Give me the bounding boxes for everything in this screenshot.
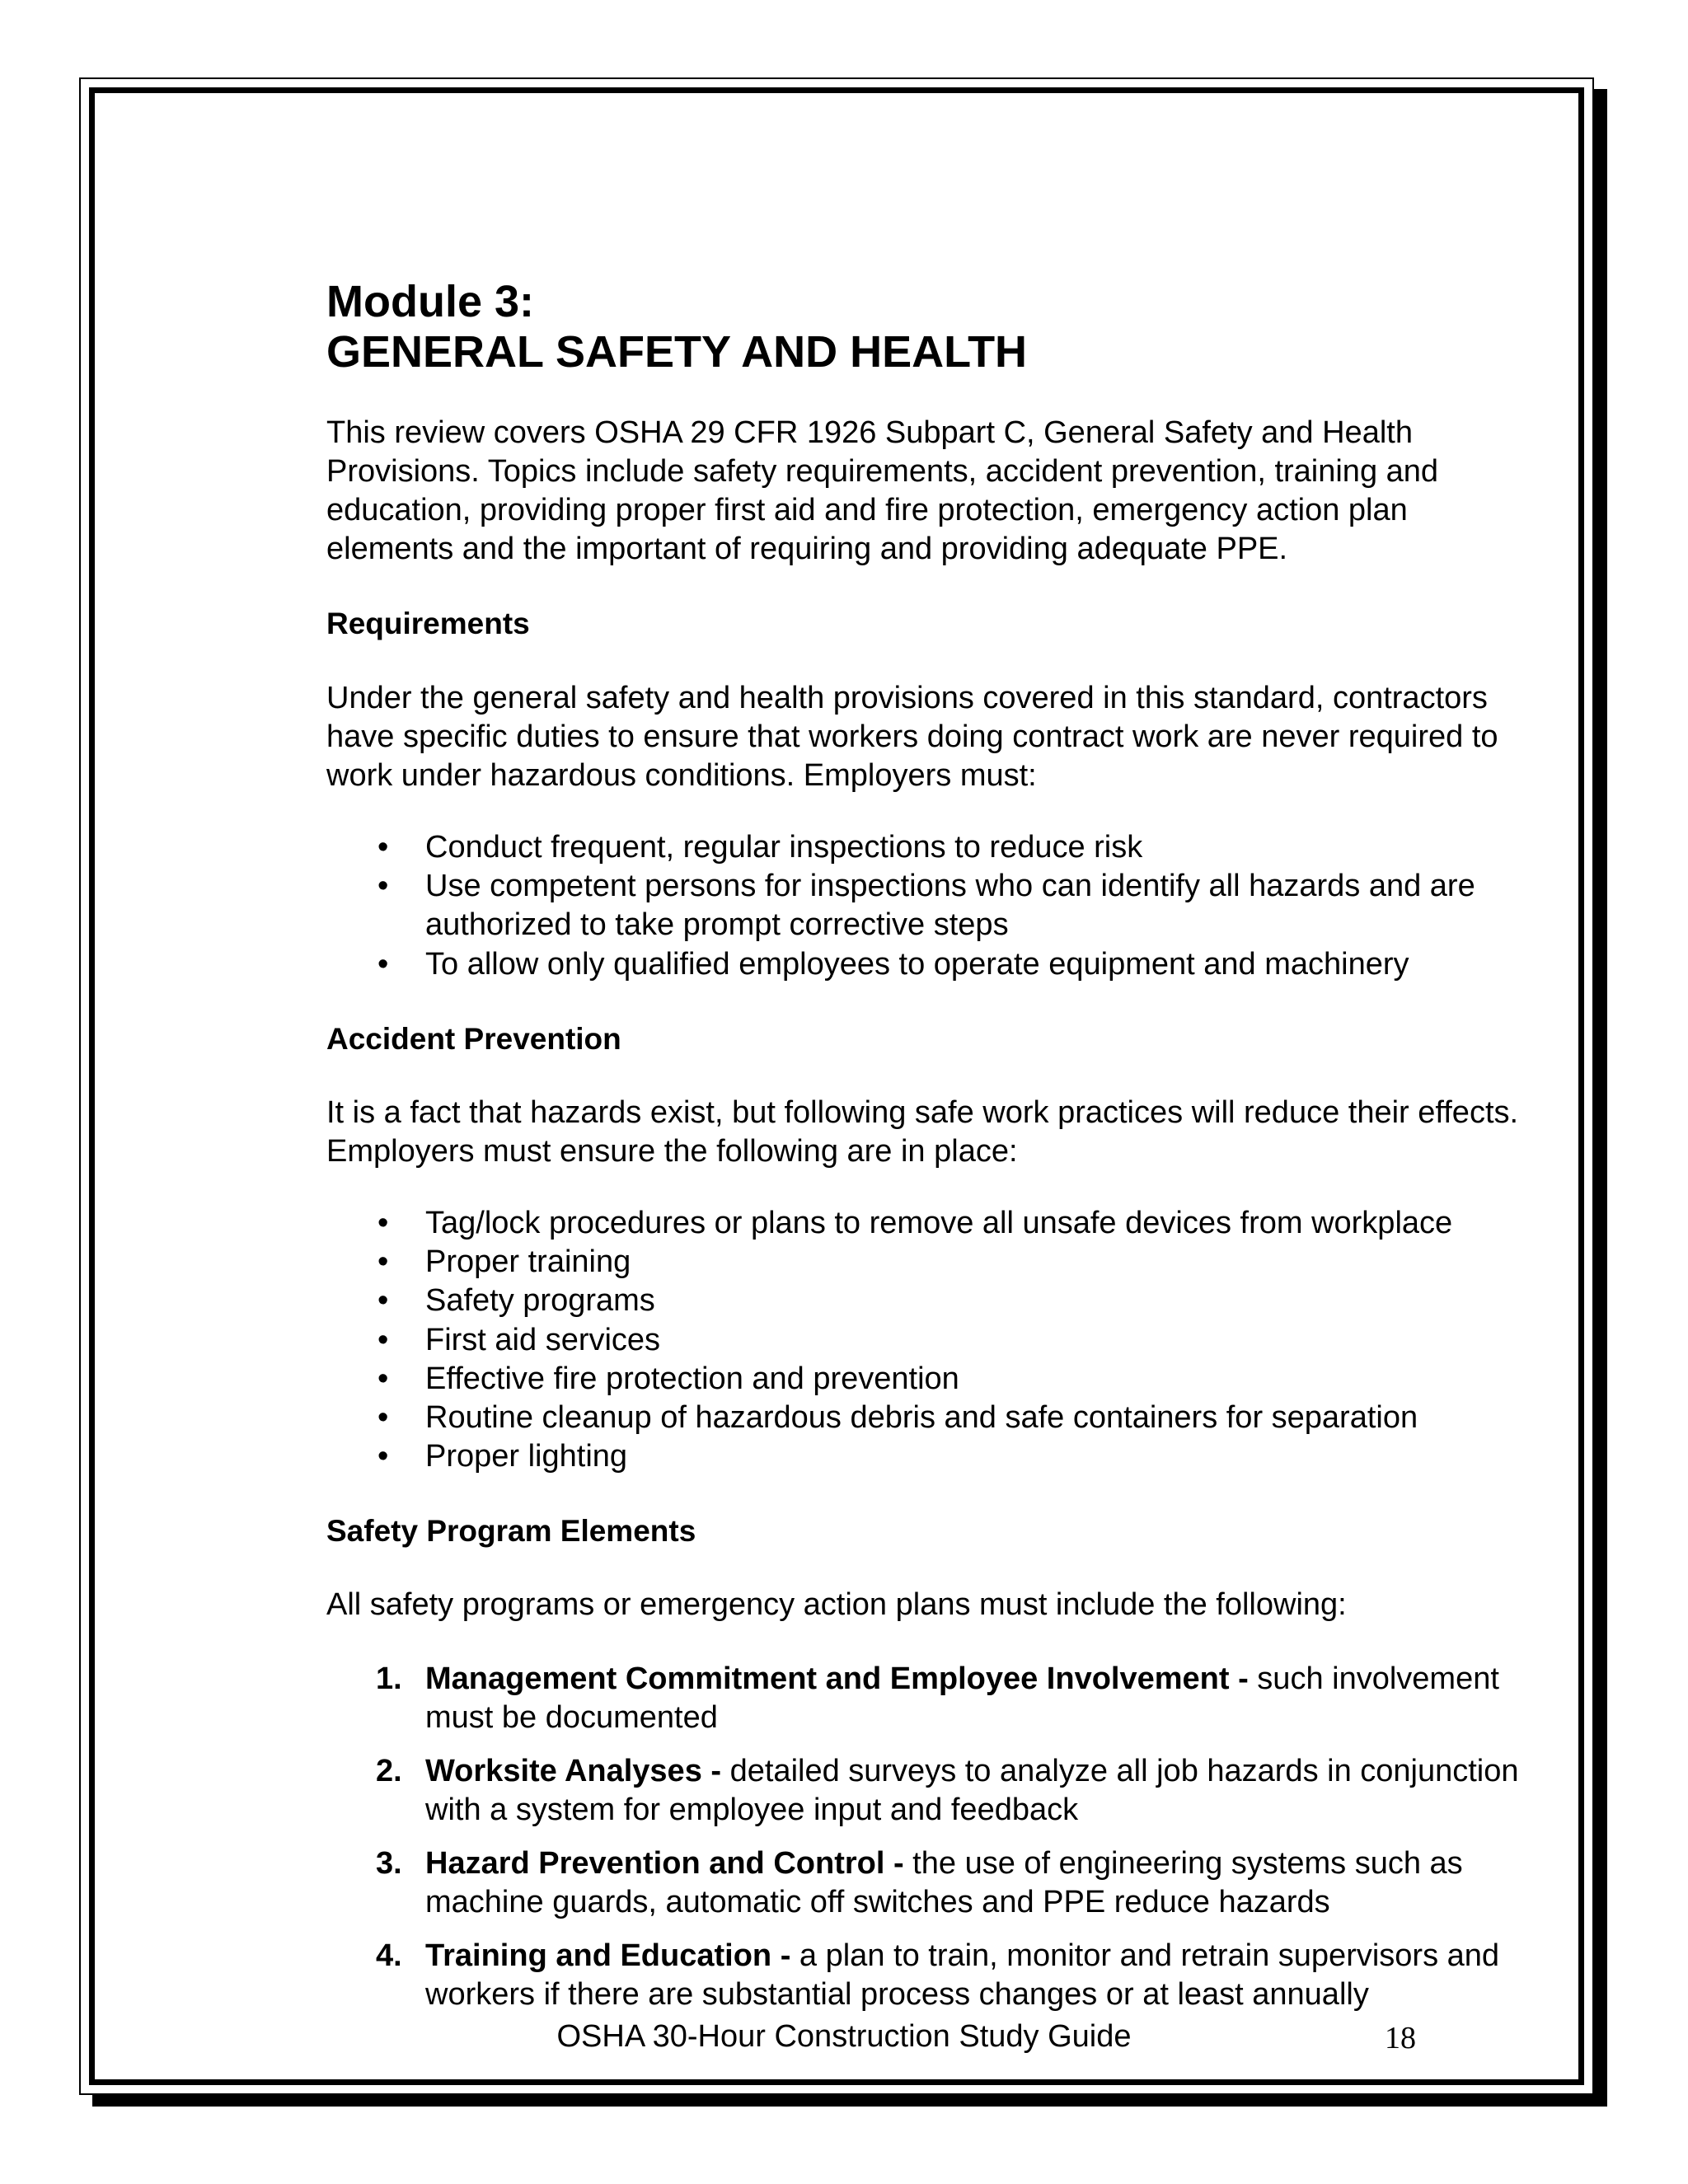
bullet-icon: • [377, 830, 389, 865]
bullet-icon: • [377, 1244, 389, 1280]
list-item [326, 1437, 1530, 1476]
list-item-text: Conduct frequent, regular inspections to reduce risk [425, 830, 1143, 865]
list-item [326, 1360, 1530, 1399]
bullet-icon: • [377, 1438, 389, 1474]
list-item [326, 1282, 1530, 1320]
bullet-icon: • [377, 1322, 389, 1357]
list-item-text: Safety programs [425, 1283, 655, 1319]
intro-paragraph: This review covers OSHA 29 CFR 1926 Subpart C, General Safety and Health Provisions. Topics include safety requirements, accident prevention, training and education, providing proper first aid and fire protection, emergency action plan elements and the important of requiring and providing adequate PPE. [326, 415, 1439, 567]
accident-prevention-heading: Accident Prevention [326, 1021, 621, 1056]
numbered-item [326, 1660, 1530, 1737]
list-item [326, 867, 1530, 944]
bullet-icon: • [377, 869, 389, 904]
item-description: a plan to train, monitor and retrain supervisors and workers if there are substantial process changes or at least annually [425, 1938, 1500, 2013]
item-number: 2. [376, 1753, 402, 1788]
item-description: such involvement must be documented [425, 1661, 1499, 1735]
accident-prevention-paragraph: It is a fact that hazards exist, but following safe work practices will reduce their effects. Employers must ensure the following are in place: [326, 1095, 1519, 1169]
item-number: 1. [376, 1661, 402, 1696]
list-item-text: To allow only qualified employees to operate equipment and machinery [425, 946, 1409, 982]
item-term: Management Commitment and Employee Involvement - [425, 1661, 1249, 1696]
list-item-text: Routine cleanup of hazardous debris and safe containers for separation [425, 1399, 1418, 1435]
module-topic-title: GENERAL SAFETY AND HEALTH [326, 327, 1028, 377]
requirements-heading: Requirements [326, 607, 530, 641]
item-term: Training and Education - [425, 1938, 791, 1974]
safety-program-list [326, 1660, 1530, 2015]
list-item [326, 1204, 1530, 1243]
requirements-paragraph: Under the general safety and health provisions covered in this standard, contractors have specific duties to ensure that workers doing contract work are never required to work under hazardous conditions. Employers must: [326, 680, 1498, 794]
bullet-icon: • [377, 1283, 389, 1319]
list-item [326, 1321, 1530, 1360]
item-description: detailed surveys to analyze all job hazards in conjunction with a system for employee input and feedback [425, 1753, 1519, 1827]
bullet-icon: • [377, 1399, 389, 1435]
item-description: the use of engineering systems such as machine guards, automatic off switches and PPE reduce hazards [425, 1845, 1463, 1920]
accident-prevention-list [326, 1204, 1530, 1476]
list-item-text: Use competent persons for inspections who can identify all hazards and are authorized to take prompt corrective steps [425, 869, 1475, 943]
list-item [326, 1243, 1530, 1282]
bullet-icon: • [377, 946, 389, 982]
item-number: 4. [376, 1938, 402, 1974]
footer-page-number: 18 [1385, 2021, 1416, 2055]
bullet-icon: • [377, 1361, 389, 1396]
requirements-list [326, 828, 1530, 983]
bullet-icon: • [377, 1206, 389, 1241]
item-term: Hazard Prevention and Control - [425, 1845, 904, 1881]
safety-program-heading: Safety Program Elements [326, 1514, 696, 1548]
footer-guide-title: OSHA 30-Hour Construction Study Guide [556, 2019, 1132, 2054]
module-number-title: Module 3: [326, 277, 534, 326]
numbered-item [326, 1752, 1530, 1830]
list-item-text: Proper training [425, 1244, 631, 1280]
page-content [326, 277, 1530, 2029]
list-item-text: Proper lighting [425, 1438, 628, 1474]
numbered-item [326, 1844, 1530, 1922]
numbered-item [326, 1937, 1530, 2014]
page-frame [79, 77, 1594, 2095]
list-item-text: Effective fire protection and prevention [425, 1361, 959, 1396]
list-item [326, 945, 1530, 984]
list-item-text: Tag/lock procedures or plans to remove all unsafe devices from workplace [425, 1206, 1453, 1241]
list-item [326, 828, 1530, 867]
item-term: Worksite Analyses - [425, 1753, 722, 1788]
list-item-text: First aid services [425, 1322, 661, 1357]
safety-program-paragraph: All safety programs or emergency action plans must include the following: [326, 1587, 1347, 1623]
item-number: 3. [376, 1845, 402, 1881]
list-item [326, 1399, 1530, 1437]
